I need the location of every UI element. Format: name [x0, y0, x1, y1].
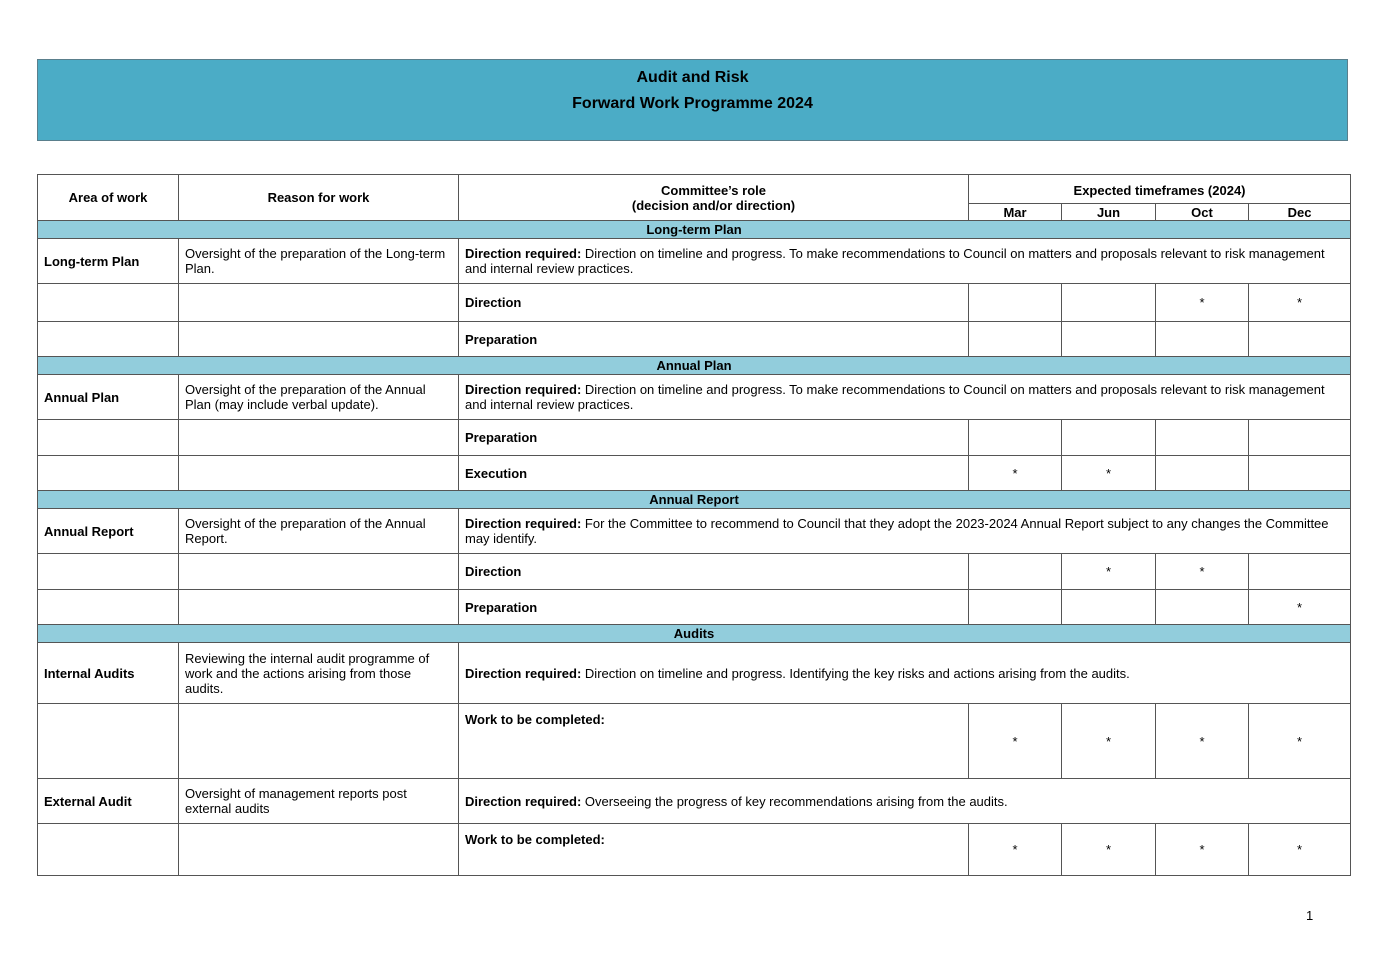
mark-cell [969, 420, 1062, 456]
area-cell: Long-term Plan [38, 239, 179, 284]
table-row [38, 375, 1351, 420]
direction-label: Direction required: [465, 665, 582, 681]
header-role [459, 175, 969, 221]
title-banner [37, 59, 1348, 141]
mark-cell [1156, 420, 1249, 456]
table-row [38, 590, 1351, 625]
table-row [38, 824, 1351, 876]
reason-cell: Oversight of the preparation of the Annual Plan (may include verbal update). [179, 375, 459, 420]
table-row [38, 643, 1351, 704]
mark-cell: * [1249, 824, 1351, 876]
mark-cell: * [1156, 824, 1249, 876]
mark-cell: * [1249, 704, 1351, 779]
reason-cell: Oversight of management reports post external audits [179, 779, 459, 824]
role-cell: Direction [459, 284, 969, 322]
month-mar: Mar [969, 204, 1062, 221]
mark-cell [969, 590, 1062, 625]
direction-text: Overseeing the progress of key recommendations arising from the audits. [584, 793, 1008, 809]
role-cell: Execution [459, 456, 969, 491]
section-row [38, 625, 1351, 643]
header-reason: Reason for work [179, 175, 459, 221]
area-cell: Annual Plan [38, 375, 179, 420]
role-cell: Work to be completed: [459, 704, 969, 779]
mark-cell: * [969, 456, 1062, 491]
direction-label: Direction required: [465, 246, 582, 261]
section-title: Annual Plan [38, 357, 1351, 375]
direction-text: Direction on timeline and progress. To make recommendations to Council on matters and proposals relevant to risk management and internal review practices. [465, 246, 1325, 276]
document-title: Audit and Risk [636, 69, 749, 86]
role-cell: Preparation [459, 590, 969, 625]
mark-cell: * [1249, 590, 1351, 625]
direction-label: Direction required: [465, 793, 582, 809]
mark-cell: * [1156, 704, 1249, 779]
table-header-row [38, 175, 1351, 204]
mark-cell: * [1062, 456, 1156, 491]
header-role-line1: Committee’s role [661, 182, 766, 198]
mark-cell [1062, 420, 1156, 456]
mark-cell [1156, 590, 1249, 625]
mark-cell [969, 284, 1062, 322]
mark-cell [1062, 590, 1156, 625]
table-row [38, 704, 1351, 779]
section-row [38, 357, 1351, 375]
direction-text: For the Committee to recommend to Council that they adopt the 2023-2024 Annual Report subject to any changes the Committee may identify. [465, 516, 1329, 546]
mark-cell [1249, 456, 1351, 491]
mark-cell [1249, 554, 1351, 590]
reason-cell: Oversight of the preparation of the Long-term Plan. [179, 239, 459, 284]
header-role-line2: (decision and/or direction) [631, 197, 796, 213]
mark-cell [1156, 322, 1249, 357]
direction-cell [459, 643, 1351, 704]
header-area: Area of work [38, 175, 179, 221]
role-cell: Preparation [459, 420, 969, 456]
table-row [38, 239, 1351, 284]
mark-cell [1062, 322, 1156, 357]
table-row [38, 322, 1351, 357]
reason-cell: Oversight of the preparation of the Annual Report. [179, 509, 459, 554]
reason-cell: Reviewing the internal audit programme of work and the actions arising from those audits. [179, 643, 459, 704]
direction-label: Direction required: [465, 516, 582, 531]
mark-cell [1249, 420, 1351, 456]
mark-cell [1062, 284, 1156, 322]
area-cell: External Audit [38, 779, 179, 824]
role-cell: Direction [459, 554, 969, 590]
role-cell: Preparation [459, 322, 969, 357]
direction-cell [459, 239, 1351, 284]
page-number: 1 [1306, 908, 1314, 923]
table-row [38, 509, 1351, 554]
direction-text: Direction on timeline and progress. Identifying the key risks and actions arising from the audits. [584, 665, 1130, 681]
mark-cell: * [1062, 824, 1156, 876]
mark-cell: * [969, 824, 1062, 876]
mark-cell [969, 322, 1062, 357]
role-cell: Work to be completed: [459, 824, 969, 876]
mark-cell: * [1249, 284, 1351, 322]
section-row [38, 491, 1351, 509]
table-row [38, 554, 1351, 590]
mark-cell: * [1062, 554, 1156, 590]
direction-text: Direction on timeline and progress. To make recommendations to Council on matters and proposals relevant to risk management and internal review practices. [465, 382, 1325, 412]
mark-cell: * [1156, 554, 1249, 590]
header-timeframes: Expected timeframes (2024) [969, 175, 1351, 204]
area-cell: Annual Report [38, 509, 179, 554]
month-jun: Jun [1062, 204, 1156, 221]
table-row [38, 284, 1351, 322]
mark-cell [1156, 456, 1249, 491]
area-cell: Internal Audits [38, 643, 179, 704]
month-dec: Dec [1249, 204, 1351, 221]
work-programme-table [37, 174, 1351, 876]
section-row [38, 221, 1351, 239]
mark-cell [1249, 322, 1351, 357]
direction-cell [459, 509, 1351, 554]
mark-cell: * [969, 704, 1062, 779]
mark-cell: * [1156, 284, 1249, 322]
table-row [38, 420, 1351, 456]
table-row [38, 779, 1351, 824]
section-title: Long-term Plan [38, 221, 1351, 239]
mark-cell: * [1062, 704, 1156, 779]
direction-cell [459, 375, 1351, 420]
section-title: Audits [38, 625, 1351, 643]
month-oct: Oct [1156, 204, 1249, 221]
table-row [38, 456, 1351, 491]
mark-cell [969, 554, 1062, 590]
section-title: Annual Report [38, 491, 1351, 509]
direction-cell [459, 779, 1351, 824]
direction-label: Direction required: [465, 382, 582, 397]
document-subtitle: Forward Work Programme 2024 [572, 95, 813, 112]
